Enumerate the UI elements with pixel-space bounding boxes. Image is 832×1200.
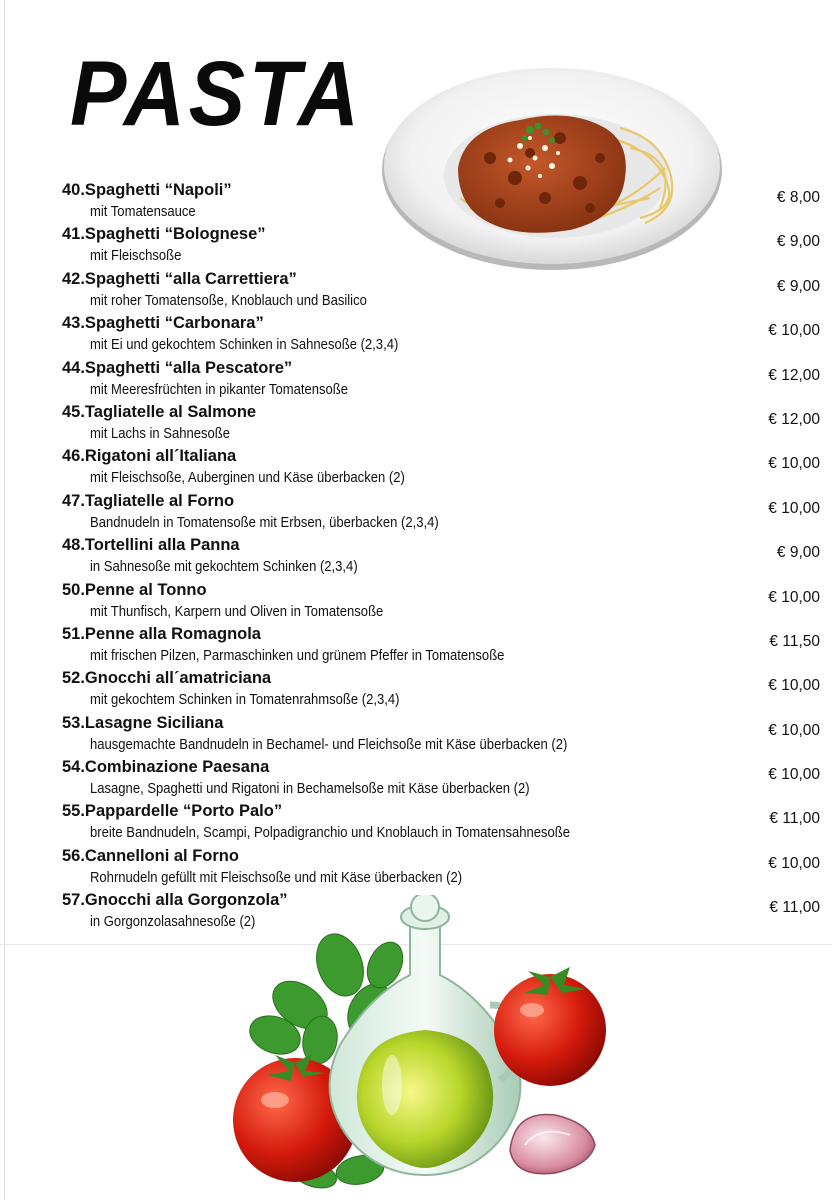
menu-item-description: mit Thunfisch, Karpern und Oliven in Tomatensoße <box>90 603 384 620</box>
menu-item-description: mit roher Tomatensoße, Knoblauch und Basilico <box>90 292 367 309</box>
menu-item <box>62 492 832 536</box>
menu-item <box>62 536 832 580</box>
menu-item-description: mit Fleischsoße, Auberginen und Käse überbacken (2) <box>90 470 405 487</box>
menu-item-description: in Gorgonzolasahnesoße (2) <box>90 914 256 931</box>
menu-item-price: € 11,50 <box>769 632 820 650</box>
menu-item-price: € 10,00 <box>768 322 820 340</box>
menu-item-description: mit Ei und gekochtem Schinken in Sahnesoße (2,3,4) <box>90 337 399 354</box>
menu-item-description: breite Bandnudeln, Scampi, Polpadigranchio und Knoblauch in Tomatensahnesoße <box>90 825 571 842</box>
menu-item-price: € 11,00 <box>769 899 820 917</box>
menu-item-price: € 10,00 <box>768 766 820 784</box>
olive-oil-tomatoes-image <box>220 895 620 1195</box>
menu-item-description: mit gekochtem Schinken in Tomatenrahmsoße (2,3,4) <box>90 692 400 709</box>
menu-item-name: 54.Combinazione Paesana <box>62 758 270 777</box>
menu-item-price: € 10,00 <box>768 588 820 606</box>
menu-item <box>62 714 832 758</box>
menu-item <box>62 270 832 314</box>
menu-item-name: 46.Rigatoni all´Italiana <box>62 447 237 466</box>
menu-item-name: 51.Penne alla Romagnola <box>62 624 261 643</box>
menu-item-description: Rohrnudeln gefüllt mit Fleischsoße und mit Käse überbacken (2) <box>90 869 463 886</box>
menu-item-description: mit Fleischsoße <box>90 248 182 265</box>
menu-item-description: mit frischen Pilzen, Parmaschinken und grünem Pfeffer in Tomatensoße <box>90 647 505 664</box>
menu-item <box>62 625 832 669</box>
menu-item-price: € 10,00 <box>768 499 820 517</box>
pasta-menu-list <box>62 181 832 936</box>
menu-item-description: in Sahnesoße mit gekochtem Schinken (2,3,4) <box>90 559 358 576</box>
menu-item-name: 48.Tortellini alla Panna <box>62 536 240 555</box>
menu-item-description: mit Meeresfrüchten in pikanter Tomatensoße <box>90 381 348 398</box>
menu-item-name: 41.Spaghetti “Bolognese” <box>62 225 266 244</box>
menu-item-name: 43.Spaghetti “Carbonara” <box>62 314 264 333</box>
menu-item <box>62 847 832 891</box>
menu-item-name: 52.Gnocchi all´amatriciana <box>62 669 272 688</box>
menu-item-name: 47.Tagliatelle al Forno <box>62 491 235 510</box>
menu-item-name: 56.Cannelloni al Forno <box>62 846 239 865</box>
menu-item-name: 53.Lasagne Siciliana <box>62 713 224 732</box>
menu-item <box>62 581 832 625</box>
menu-item-price: € 8,00 <box>776 189 820 206</box>
page-edge-line <box>4 0 5 1200</box>
menu-item-description: hausgemachte Bandnudeln in Bechamel- und Fleichsoße mit Käse überbacken (2) <box>90 736 568 753</box>
menu-item-price: € 12,00 <box>768 410 820 428</box>
menu-item-price: € 11,00 <box>769 810 820 828</box>
menu-item-description: Bandnudeln in Tomatensoße mit Erbsen, überbacken (2,3,4) <box>90 514 439 531</box>
menu-item-description: Lasagne, Spaghetti und Rigatoni in Bechamelsoße mit Käse überbacken (2) <box>90 781 530 798</box>
menu-item <box>62 225 832 269</box>
menu-item <box>62 447 832 491</box>
menu-item-name: 55.Pappardelle “Porto Palo” <box>62 802 283 821</box>
menu-item-name: 40.Spaghetti “Napoli” <box>62 181 232 199</box>
menu-item-price: € 10,00 <box>768 455 820 473</box>
menu-item-name: 57.Gnocchi alla Gorgonzola” <box>62 891 288 910</box>
menu-item-price: € 10,00 <box>768 721 820 739</box>
menu-item-name: 50.Penne al Tonno <box>62 580 207 599</box>
menu-item-name: 45.Tagliatelle al Salmone <box>62 402 257 421</box>
menu-item-price: € 12,00 <box>768 366 820 384</box>
menu-item-price: € 10,00 <box>768 854 820 872</box>
menu-item-description: mit Lachs in Sahnesoße <box>90 425 231 442</box>
menu-item <box>62 314 832 358</box>
menu-item <box>62 802 832 846</box>
menu-item-description: mit Tomatensauce <box>90 204 196 220</box>
page-title: PASTA <box>70 43 363 145</box>
menu-item <box>62 758 832 802</box>
menu-item <box>62 403 832 447</box>
menu-item-name: 44.Spaghetti “alla Pescatore” <box>62 358 293 377</box>
menu-item-price: € 9,00 <box>776 233 820 251</box>
menu-item <box>62 669 832 713</box>
menu-item-name: 42.Spaghetti “alla Carrettiera” <box>62 269 297 288</box>
menu-item-price: € 10,00 <box>768 677 820 695</box>
menu-item <box>62 359 832 403</box>
menu-item-price: € 9,00 <box>776 544 820 562</box>
menu-item-price: € 9,00 <box>776 277 820 295</box>
menu-item <box>62 181 832 225</box>
